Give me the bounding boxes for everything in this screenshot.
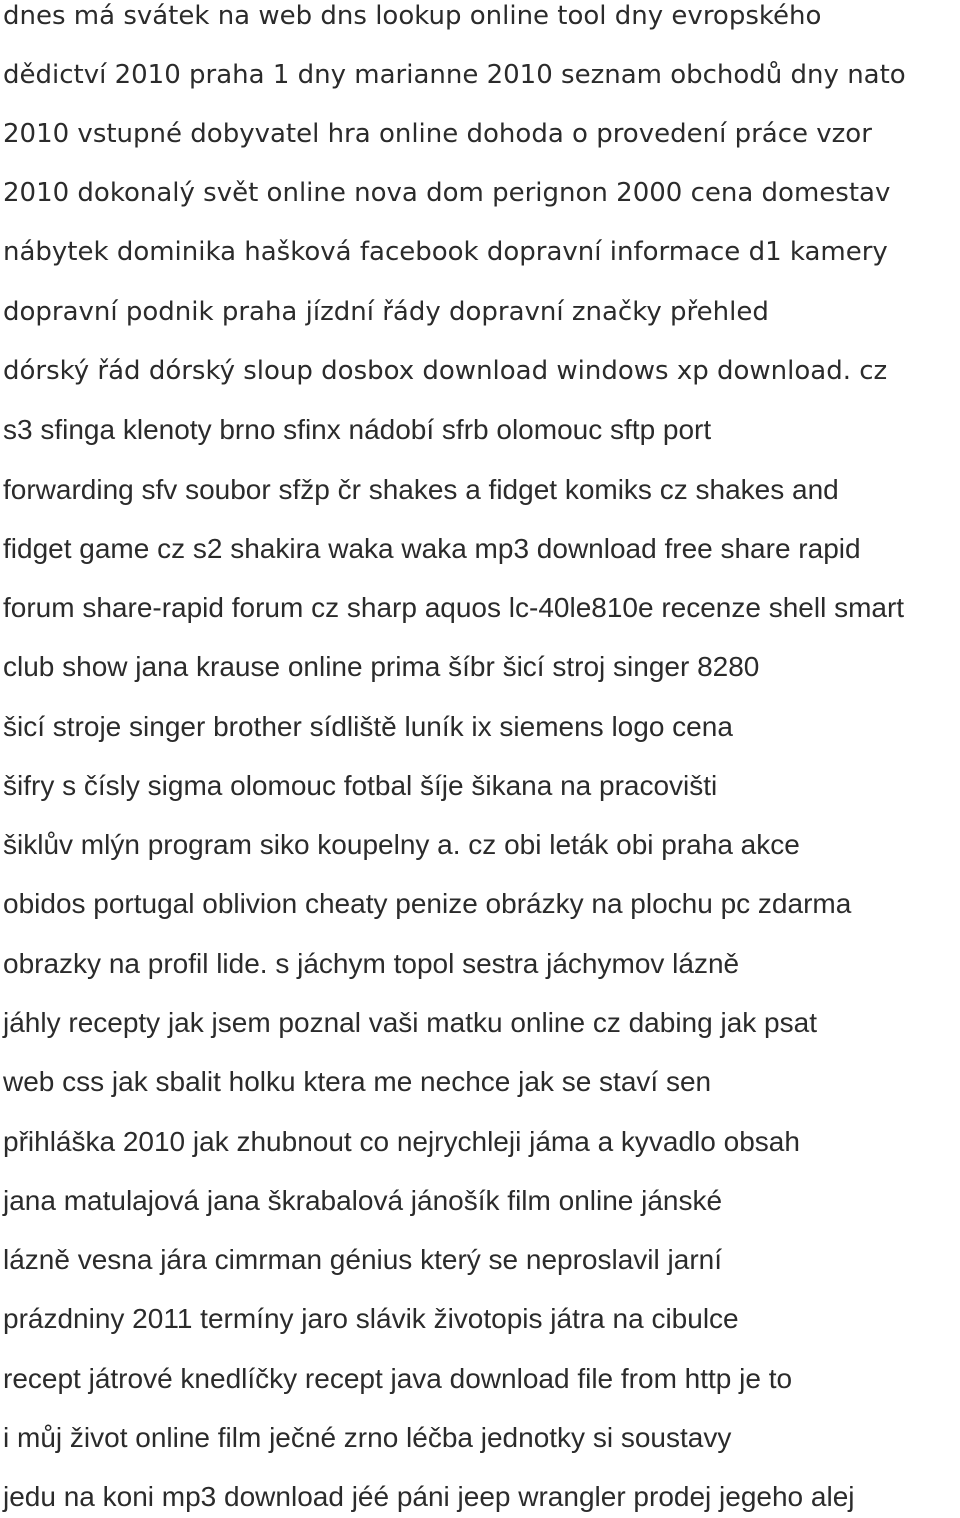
text-line: šiklův mlýn program siko koupelny a. cz obi leták obi praha akce <box>3 829 800 860</box>
text-line: dopravní podnik praha jízdní řády dopravní značky přehled <box>3 297 769 327</box>
text-line: obrazky na profil lide. s jáchym topol sestra jáchymov lázně <box>3 948 740 979</box>
text-line: nábytek dominika hašková facebook dopravní informace d1 kamery <box>3 237 888 267</box>
text-line: jedu na koni mp3 download jéé páni jeep wrangler prodej jegeho alej <box>3 1481 855 1512</box>
text-line: s3 sfinga klenoty brno sfinx nádobí sfrb olomouc sftp port <box>3 414 712 445</box>
text-line: recept játrové knedlíčky recept java download file from http je to <box>3 1363 793 1394</box>
text-line: 2010 dokonalý svět online nova dom perignon 2000 cena domestav <box>3 178 891 208</box>
text-line: prázdniny 2011 termíny jaro slávik životopis játra na cibulce <box>3 1303 739 1334</box>
text-line: přihláška 2010 jak zhubnout co nejrychleji jáma a kyvadlo obsah <box>3 1126 800 1157</box>
text-line: 2010 vstupné dobyvatel hra online dohoda o provedení práce vzor <box>3 119 872 149</box>
text-line: forwarding sfv soubor sfžp čr shakes a fidget komiks cz shakes and <box>3 474 839 505</box>
text-line: dědictví 2010 praha 1 dny marianne 2010 seznam obchodů dny nato <box>3 60 906 90</box>
text-line: lázně vesna jára cimrman génius který se neproslavil jarní <box>3 1244 722 1275</box>
text-line: forum share-rapid forum cz sharp aquos lc-40le810e recenze shell smart <box>3 592 905 623</box>
text-line: obidos portugal oblivion cheaty penize obrázky na plochu pc zdarma <box>3 888 852 919</box>
text-line: i můj život online film ječné zrno léčba jednotky si soustavy <box>3 1422 732 1453</box>
text-line: fidget game cz s2 shakira waka waka mp3 download free share rapid <box>3 533 861 564</box>
text-line: web css jak sbalit holku ktera me nechce jak se staví sen <box>3 1066 712 1097</box>
text-line: dnes má svátek na web dns lookup online tool dny evropského <box>3 1 822 31</box>
text-line: šicí stroje singer brother sídliště luník ix siemens logo cena <box>3 711 733 742</box>
text-line: jana matulajová jana škrabalová jánošík film online jánské <box>3 1185 723 1216</box>
text-line: šifry s čísly sigma olomouc fotbal šíje šikana na pracovišti <box>3 770 718 801</box>
text-line: dórský řád dórský sloup dosbox download windows xp download. cz <box>3 356 888 386</box>
text-line: jáhly recepty jak jsem poznal vaši matku online cz dabing jak psat <box>3 1007 817 1038</box>
text-line: club show jana krause online prima šíbr šicí stroj singer 8280 <box>3 651 760 682</box>
